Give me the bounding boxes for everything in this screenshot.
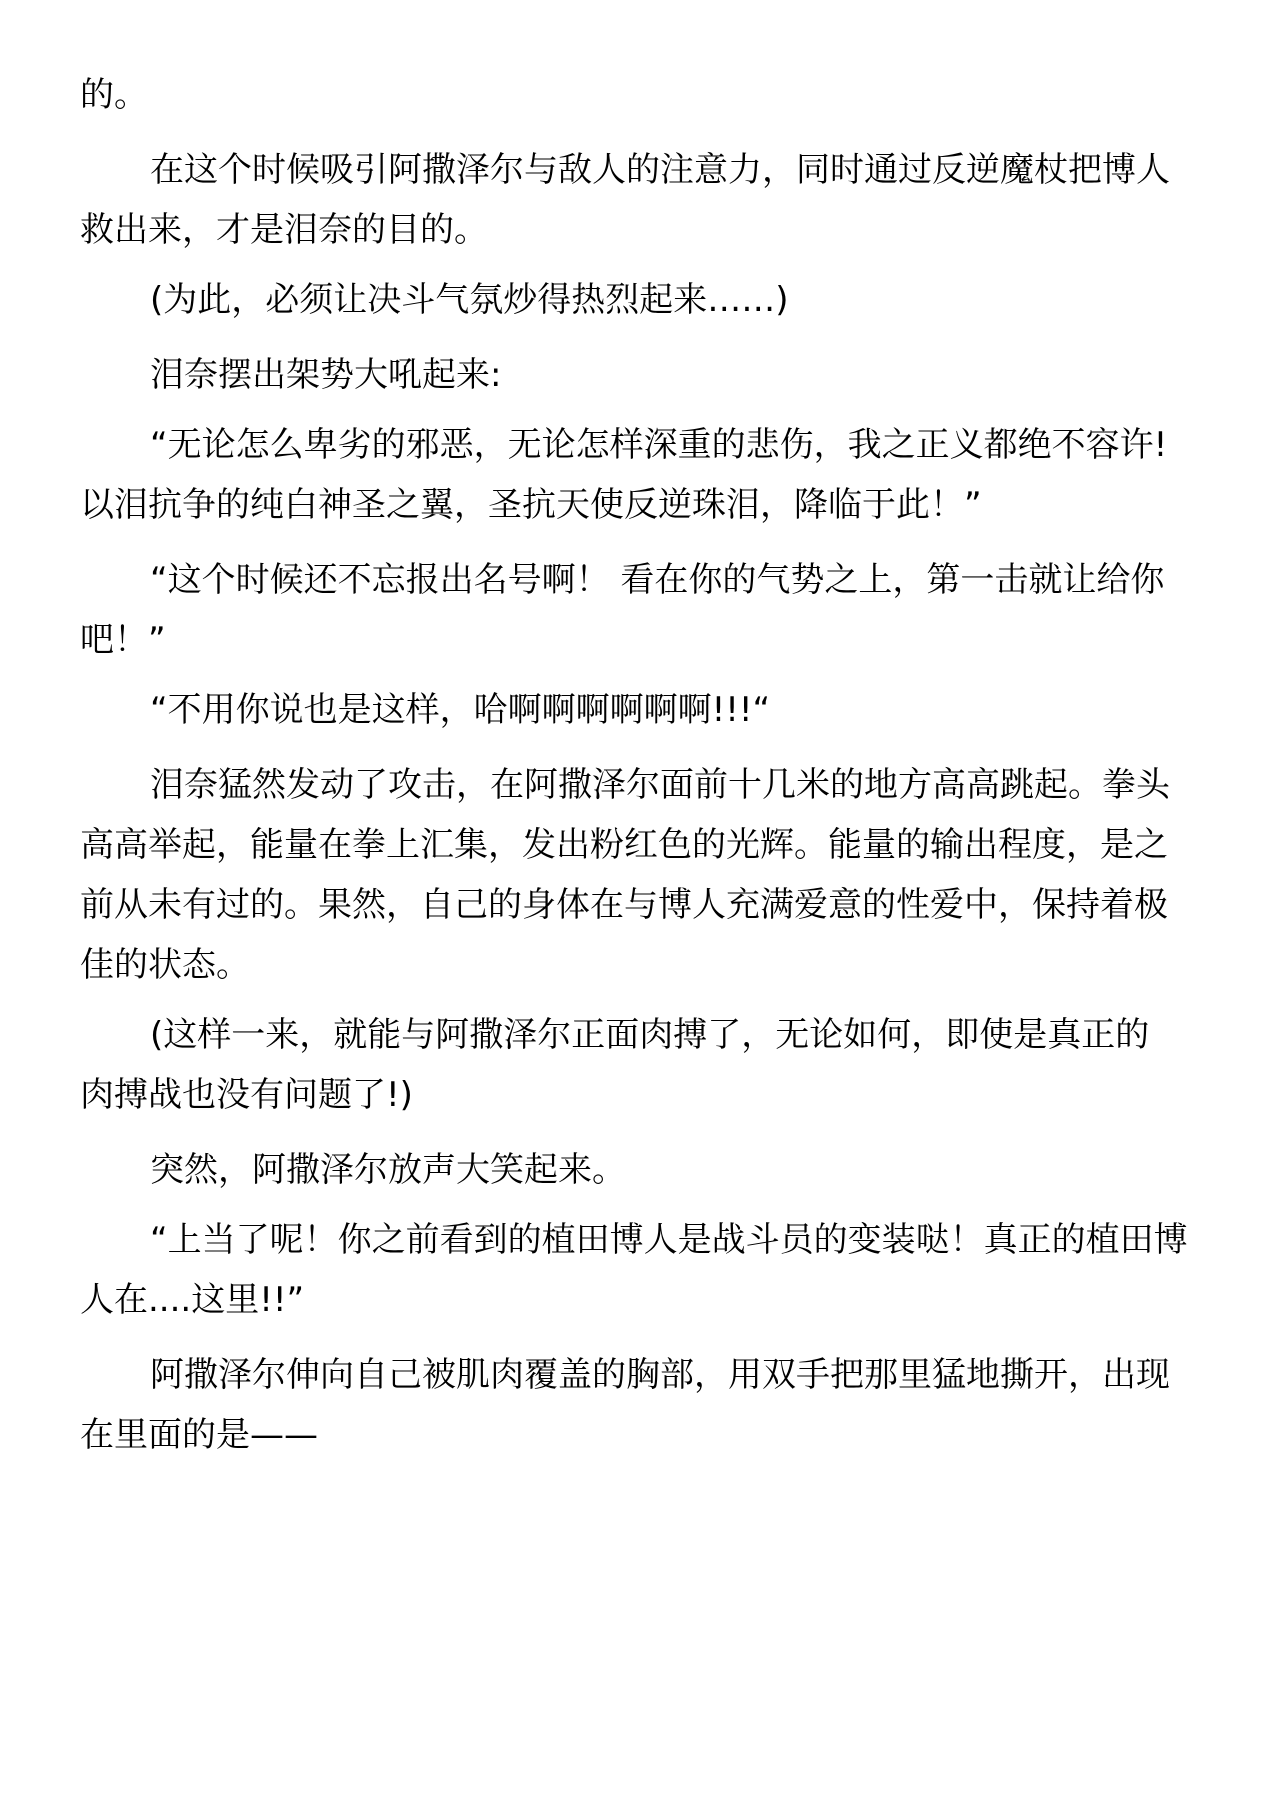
paragraph-11-line-1: 在里面的是—— <box>80 1415 318 1455</box>
paragraph-11-line-0: 阿撒泽尔伸向自己被肌肉覆盖的胸部，用双手把那里猛地撕开，出现 <box>150 1355 1170 1395</box>
paragraph-0-line-0: 的。 <box>80 75 148 115</box>
paragraph-5-line-1: 吧！” <box>80 620 166 660</box>
paragraph-1-line-1: 救出来，才是泪奈的目的。 <box>80 210 488 250</box>
paragraph-7-line-0: 泪奈猛然发动了攻击，在阿撒泽尔面前十几米的地方高高跳起。拳头 <box>150 765 1170 805</box>
paragraph-7-line-2: 前从未有过的。果然，自己的身体在与博人充满爱意的性爱中，保持着极 <box>80 885 1168 925</box>
paragraph-1-line-0: 在这个时候吸引阿撒泽尔与敌人的注意力，同时通过反逆魔杖把博人 <box>150 150 1170 190</box>
paragraph-10-line-1: 人在....这里!!” <box>80 1280 305 1320</box>
paragraph-3-line-0: 泪奈摆出架势大吼起来: <box>150 355 502 395</box>
paragraph-8-line-1: 肉搏战也没有问题了!) <box>80 1075 413 1115</box>
paragraph-6-line-0: “不用你说也是这样，哈啊啊啊啊啊啊!!!“ <box>150 690 771 730</box>
paragraph-4-line-0: “无论怎么卑劣的邪恶，无论怎样深重的悲伤，我之正义都绝不容许! <box>150 425 1168 465</box>
paragraph-8-line-0: (这样一来，就能与阿撒泽尔正面肉搏了，无论如何，即使是真正的 <box>150 1015 1150 1055</box>
paragraph-10-line-0: “上当了呢！你之前看到的植田博人是战斗员的变装哒！真正的植田博 <box>150 1220 1188 1260</box>
paragraph-7-line-3: 佳的状态。 <box>80 945 250 985</box>
paragraph-5-line-0: “这个时候还不忘报出名号啊！ 看在你的气势之上，第一击就让给你 <box>150 560 1165 600</box>
paragraph-9-line-0: 突然，阿撒泽尔放声大笑起来。 <box>150 1150 626 1190</box>
paragraph-7-line-1: 高高举起，能量在拳上汇集，发出粉红色的光辉。能量的输出程度，是之 <box>80 825 1168 865</box>
paragraph-4-line-1: 以泪抗争的纯白神圣之翼，圣抗天使反逆珠泪，降临于此！” <box>80 485 982 525</box>
paragraph-2-line-0: (为此，必须让决斗气氛炒得热烈起来……) <box>150 280 789 320</box>
